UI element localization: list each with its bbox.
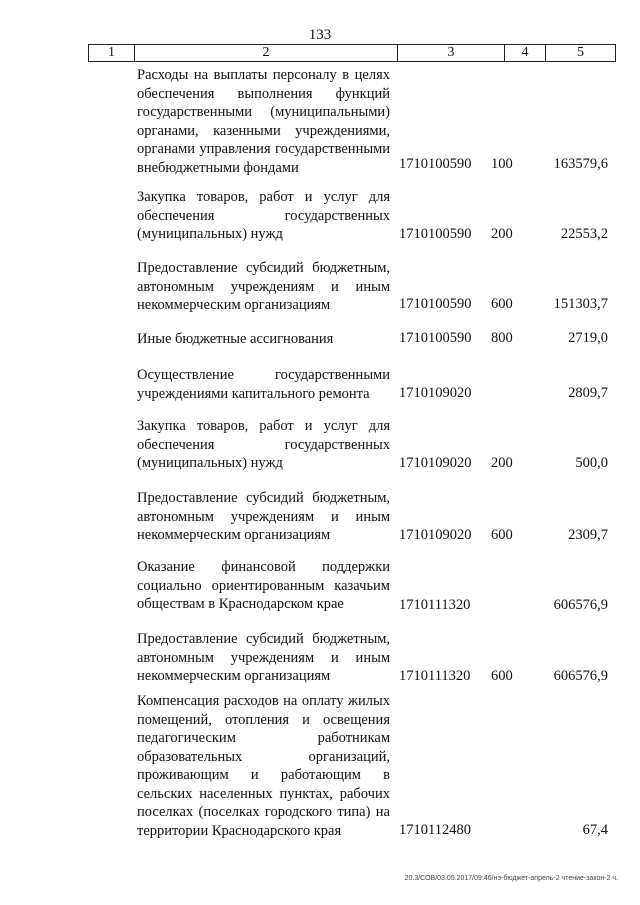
row-type: 200 — [491, 455, 513, 471]
row-type: 100 — [491, 156, 513, 172]
row-amount: 2809,7 — [568, 385, 608, 401]
row-type: 600 — [491, 668, 513, 684]
row-description: Предоставление субсидий бюджетным, автономным учреждениям и иным некоммерческим организациям — [137, 631, 390, 684]
document-footer: 20.3/СОВ/03.05.2017/09:46/нэ-бюджет-апрель-2 чтение-закон-2 ч. — [404, 875, 618, 882]
row-amount: 500,0 — [575, 455, 608, 471]
row-code: 1710109020 — [399, 527, 472, 543]
row-code: 1710109020 — [399, 455, 472, 471]
header-col-1: 1 — [89, 45, 135, 61]
row-description: Закупка товаров, работ и услуг для обеспечения государственных (муниципальных) нужд — [137, 189, 390, 242]
row-type: 800 — [491, 330, 513, 346]
row-code: 1710100590 — [399, 296, 472, 312]
row-amount: 151303,7 — [553, 296, 608, 312]
header-col-5: 5 — [577, 45, 584, 60]
row-amount: 606576,9 — [553, 668, 608, 684]
header-col-4: 4 — [505, 45, 546, 61]
row-code: 1710100590 — [399, 330, 472, 346]
row-description: Предоставление субсидий бюджетным, автономным учреждениям и иным некоммерческим организациям — [137, 260, 390, 313]
header-col-3: 3 — [398, 45, 505, 61]
row-code: 1710111320 — [399, 597, 471, 613]
row-amount: 163579,6 — [553, 156, 608, 172]
row-type: 200 — [491, 226, 513, 242]
page-number: 133 — [308, 27, 332, 43]
row-amount: 606576,9 — [553, 597, 608, 613]
row-amount: 22553,2 — [560, 226, 608, 242]
row-amount: 67,4 — [582, 822, 608, 838]
row-description: Осуществление государственными учреждениями капитального ремонта — [137, 367, 390, 402]
row-code: 1710112480 — [399, 822, 471, 838]
row-description: Предоставление субсидий бюджетным, автономным учреждениям и иным некоммерческим организациям — [137, 490, 390, 543]
row-description: Расходы на выплаты персоналу в целях обеспечения выполнения функций государственными (муниципальными) органами, казенными учреждениями, органами управления государственными внебюджетными фондами — [137, 67, 390, 176]
row-code: 1710111320 — [399, 668, 471, 684]
row-description: Оказание финансовой поддержки социально ориентированным казачьим обществам в Краснодарском крае — [137, 559, 390, 612]
row-type: 600 — [491, 296, 513, 312]
row-code: 1710100590 — [399, 156, 472, 172]
row-type: 600 — [491, 527, 513, 543]
row-amount: 2719,0 — [568, 330, 608, 346]
row-code: 1710100590 — [399, 226, 472, 242]
row-amount: 2309,7 — [568, 527, 608, 543]
row-description: Компенсация расходов на оплату жилых помещений, отопления и освещения педагогическим работникам образовательных организаций, проживающим и работающим в сельских населенных пунктах, рабочих поселках (поселках городского типа) на территории Краснодарского края — [137, 693, 390, 839]
header-col-2: 2 — [135, 45, 398, 61]
row-description: Иные бюджетные ассигнования — [137, 331, 334, 347]
row-code: 1710109020 — [399, 385, 472, 401]
row-description: Закупка товаров, работ и услуг для обеспечения государственных (муниципальных) нужд — [137, 418, 390, 471]
